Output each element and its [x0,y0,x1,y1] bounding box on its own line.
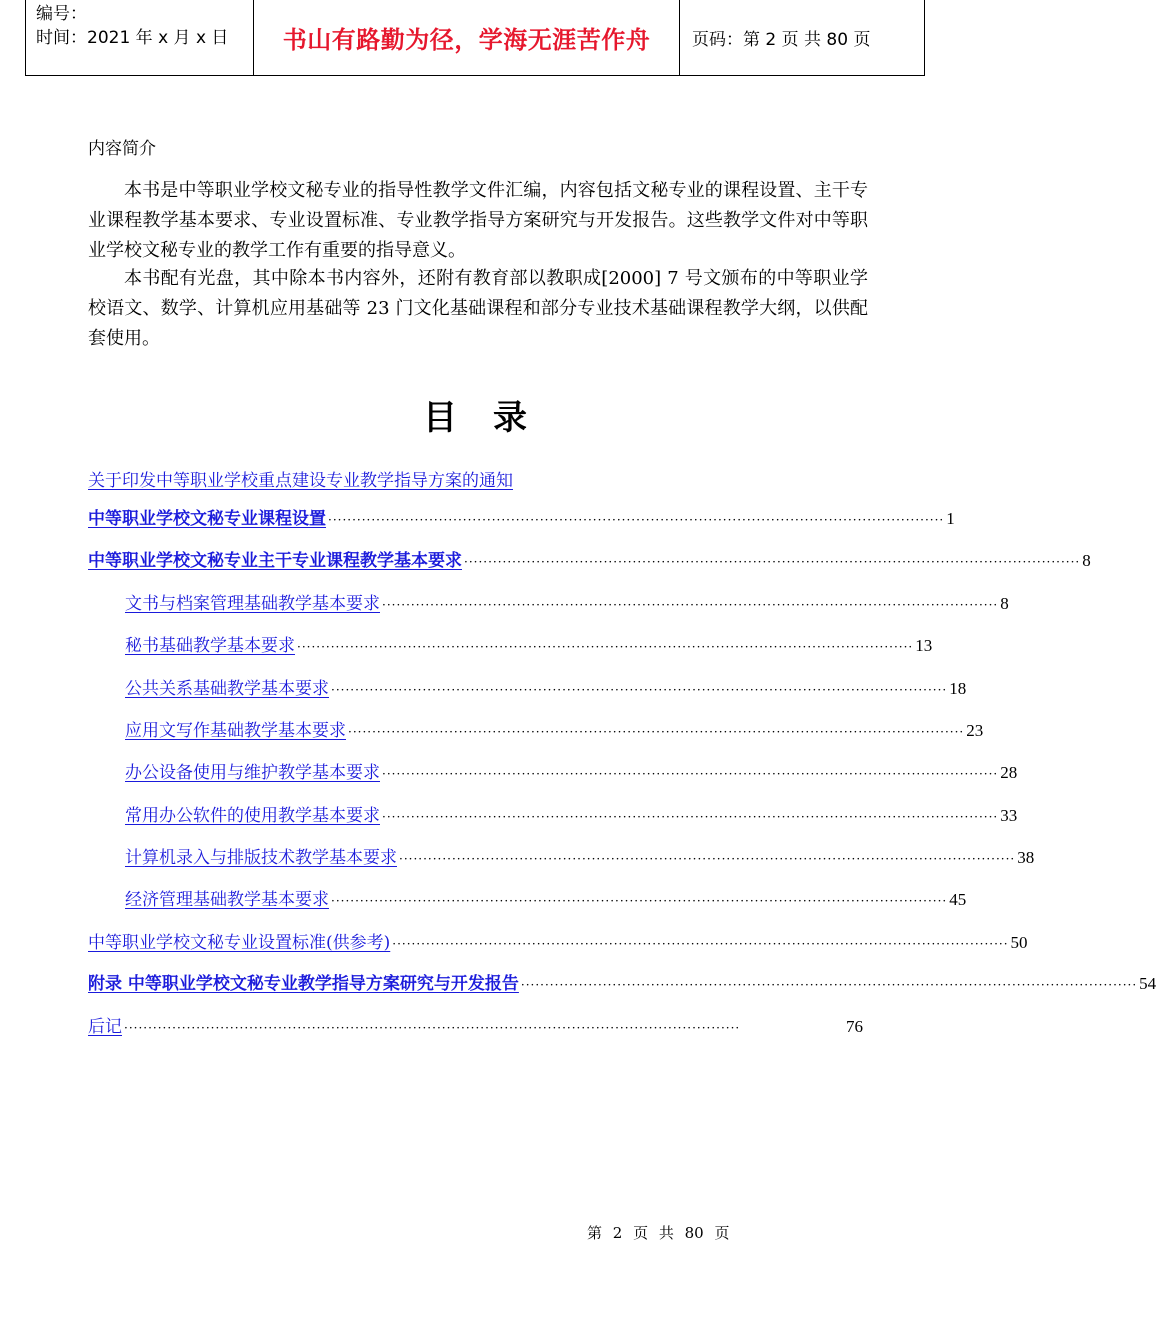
toc-entry-page: 54 [1139,974,1156,993]
toc-entry[interactable] [125,631,933,657]
toc-entry[interactable] [125,843,1035,869]
toc-entry-label[interactable]: 秘书基础教学基本要求 [125,636,295,656]
toc-entry-page: 8 [1082,551,1091,570]
toc-entry-label[interactable]: 应用文写作基础教学基本要求 [125,721,346,741]
toc-title: 目录 [423,398,563,438]
intro-paragraph-1: 本书是中等职业学校文秘专业的指导性教学文件汇编，内容包括文秘专业的课程设置、主干专业课程教学基本要求、专业设置标准、专业教学指导方案研究与开发报告。这些教学文件对中等职业学校文秘专业的教学工作有重要的指导意义。 [88,180,868,261]
toc-entry-page: 50 [1010,933,1028,952]
toc-entry-page: 76 [846,1017,863,1036]
toc-entry-label[interactable]: 附录 中等职业学校文秘专业教学指导方案研究与开发报告 [88,974,519,994]
toc-leader-dots: ································································································································ [297,640,914,654]
toc-entry[interactable] [88,928,1028,954]
toc-entry[interactable] [88,969,1156,995]
toc-entry-page: 33 [1000,806,1018,825]
toc-leader-dots: ································································································································ [382,810,999,824]
time-label: 时间：2021 年 x 月 x 日 [36,28,229,48]
toc-leader-dots: ································································································································ [464,555,1081,569]
toc-entry-page: 1 [946,509,955,528]
toc-entry-label[interactable]: 计算机录入与排版技术教学基本要求 [125,848,397,868]
toc-entry-page: 28 [1000,763,1018,782]
intro-paragraph-2: 本书配有光盘，其中除本书内容外，还附有教育部以教职成[2000] 7 号文颁布的中等职业学校语文、数学、计算机应用基础等 23 门文化基础课程和部分专业技术基础课程教学大纲，以供配套使用。 [88,268,868,349]
toc-entry[interactable] [125,589,1009,615]
toc-entry-page: 38 [1017,848,1035,867]
toc-entry-label[interactable]: 常用办公软件的使用教学基本要求 [125,806,380,826]
toc-entry-page: 23 [966,721,984,740]
toc-entry-page: 8 [1000,594,1009,613]
toc-leader-dots: ································································································································ [382,598,999,612]
toc-leader-dots: ································································································································ [348,725,965,739]
toc-entry[interactable] [125,758,1018,784]
toc-leader-dots: ································································································································ [392,937,1009,951]
toc-entry[interactable] [125,801,1018,827]
toc-entry-label[interactable]: 公共关系基础教学基本要求 [125,679,329,699]
toc-notice-link[interactable] [88,466,863,492]
toc-leader-dots: ································································································································ [520,978,1138,992]
toc-entry-label[interactable]: 文书与档案管理基础教学基本要求 [125,594,380,614]
toc-entry-label[interactable]: 中等职业学校文秘专业设置标准(供参考) [88,933,391,953]
toc-entry[interactable] [125,885,967,911]
toc-entry[interactable] [88,1012,863,1038]
page-footer: 第 2 页 共 80 页 [587,1224,730,1242]
page-header [25,0,925,76]
toc-entry-page: 45 [949,890,967,909]
toc-leader-dots: ································································································································ [328,513,945,527]
toc-notice-label[interactable]: 关于印发中等职业学校重点建设专业教学指导方案的通知 [88,471,513,491]
toc-entry[interactable] [88,546,1091,572]
toc-entry-label[interactable]: 经济管理基础教学基本要求 [125,890,329,910]
toc-entry-label[interactable]: 中等职业学校文秘专业主干专业课程教学基本要求 [88,551,462,571]
toc-leader-dots: ································································································································ [382,767,999,781]
toc-entry-page: 18 [949,679,967,698]
header-page-info: 页码：第 2 页 共 80 页 [692,30,871,50]
toc-leader-dots: ································································································································ [331,894,948,908]
toc-entry-label[interactable]: 后记 [88,1017,122,1037]
toc-leader-dots: ································································································································ [399,852,1016,866]
intro-title: 内容简介 [88,139,156,159]
toc-leader-dots: ································································································································ [331,683,948,697]
toc-entry[interactable] [125,716,984,742]
toc-entry[interactable] [125,674,967,700]
toc-entry-label[interactable]: 中等职业学校文秘专业课程设置 [88,509,326,529]
number-label: 编号： [36,4,87,24]
toc-entry-label[interactable]: 办公设备使用与维护教学基本要求 [125,763,380,783]
toc-leader-dots: ································································································································ [124,1021,741,1035]
toc-entry[interactable] [88,504,955,530]
header-motto: 书山有路勤为径，学海无涯苦作舟 [254,0,680,75]
header-meta [26,0,254,75]
toc-entry-page: 13 [915,636,933,655]
